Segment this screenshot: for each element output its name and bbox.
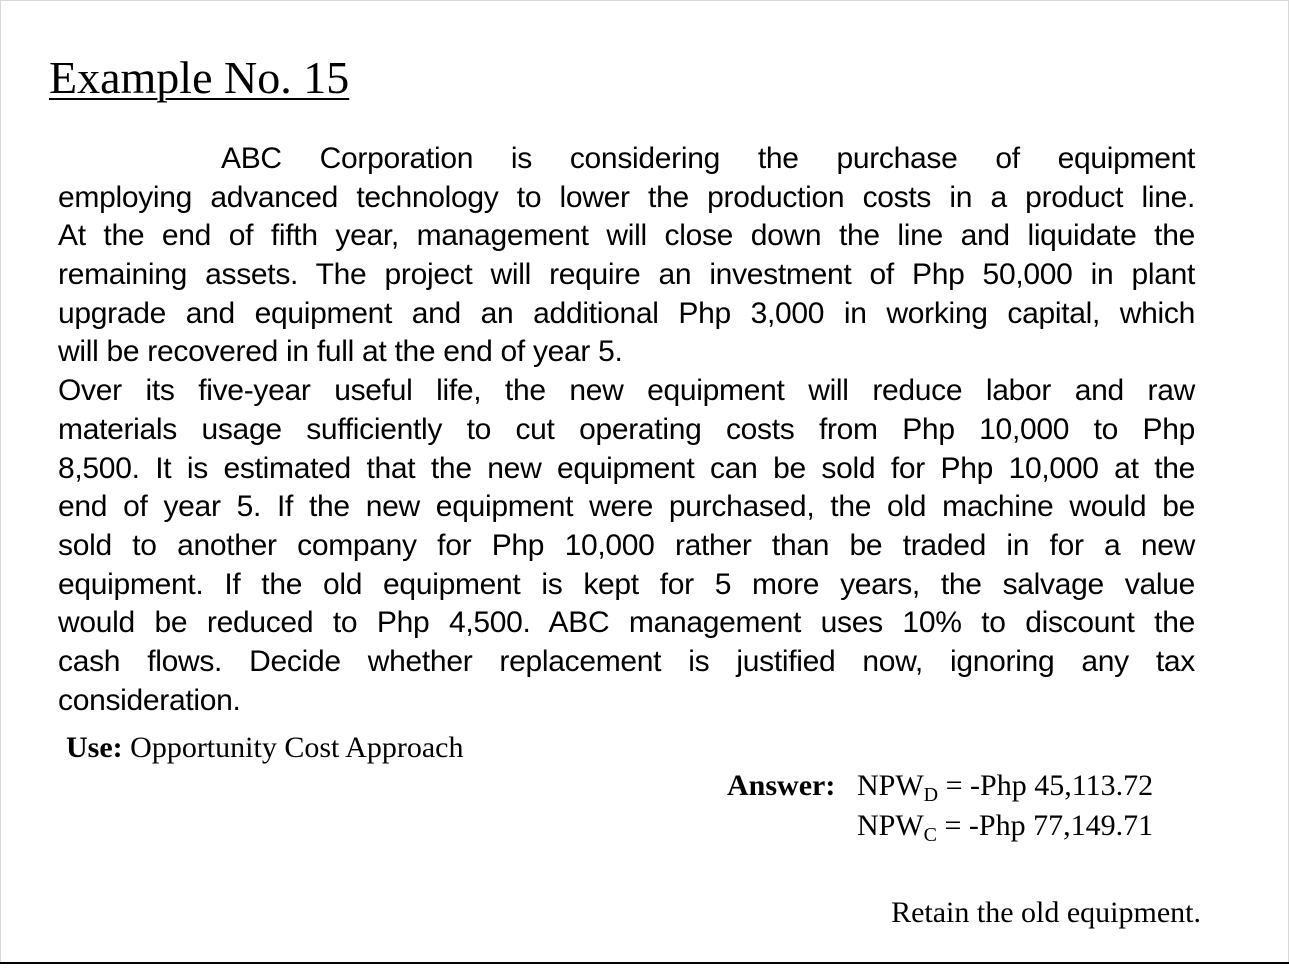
problem-line: equipment. If the old equipment is kept for 5 more years, the salvage value	[58, 567, 1195, 601]
use-label: Use:	[66, 731, 123, 764]
problem-line: ABC Corporation is considering the purchase of equipment	[221, 142, 1195, 175]
problem-line: would be reduced to Php 4,500. ABC management uses 10% to discount the	[58, 606, 1195, 640]
problem-line: upgrade and equipment and an additional Php 3,000 in working capital, which	[58, 296, 1195, 330]
problem-statement	[58, 140, 1195, 720]
problem-line: will be recovered in full at the end of year 5.	[58, 335, 623, 369]
problem-line: sold to another company for Php 10,000 rather than be traded in for a new	[58, 528, 1195, 562]
problem-line: 8,500. It is estimated that the new equipment can be sold for Php 10,000 at the	[58, 451, 1195, 485]
answer-label: Answer:	[727, 769, 836, 802]
conclusion-text: Retain the old equipment.	[891, 896, 1201, 929]
problem-line: consideration.	[58, 683, 241, 717]
problem-line: materials usage sufficiently to cut operating costs from Php 10,000 to Php	[58, 412, 1195, 446]
method-note	[66, 728, 463, 768]
answer-block	[727, 766, 1187, 846]
problem-line: cash flows. Decide whether replacement is justified now, ignoring any tax	[58, 644, 1195, 678]
answer-row	[727, 806, 1187, 846]
problem-line: remaining assets. The project will require an investment of Php 50,000 in plant	[58, 258, 1195, 292]
use-value: Opportunity Cost Approach	[130, 731, 464, 764]
page-title: Example No. 15	[49, 52, 350, 103]
problem-line: employing advanced technology to lower the production costs in a product line.	[58, 180, 1195, 214]
problem-line: end of year 5. If the new equipment were purchased, the old machine would be	[58, 490, 1195, 524]
problem-line: Over its five-year useful life, the new equipment will reduce labor and raw	[58, 374, 1195, 408]
bottom-divider	[0, 962, 1289, 969]
npw-defender: $NPW_D = -Php$ 45,113.72	[857, 769, 1154, 806]
npw-challenger: $NPW_C = -Php$ 77,149.71	[857, 809, 1154, 846]
answer-row	[727, 766, 1187, 806]
problem-line: At the end of fifth year, management will close down the line and liquidate the	[58, 219, 1195, 253]
